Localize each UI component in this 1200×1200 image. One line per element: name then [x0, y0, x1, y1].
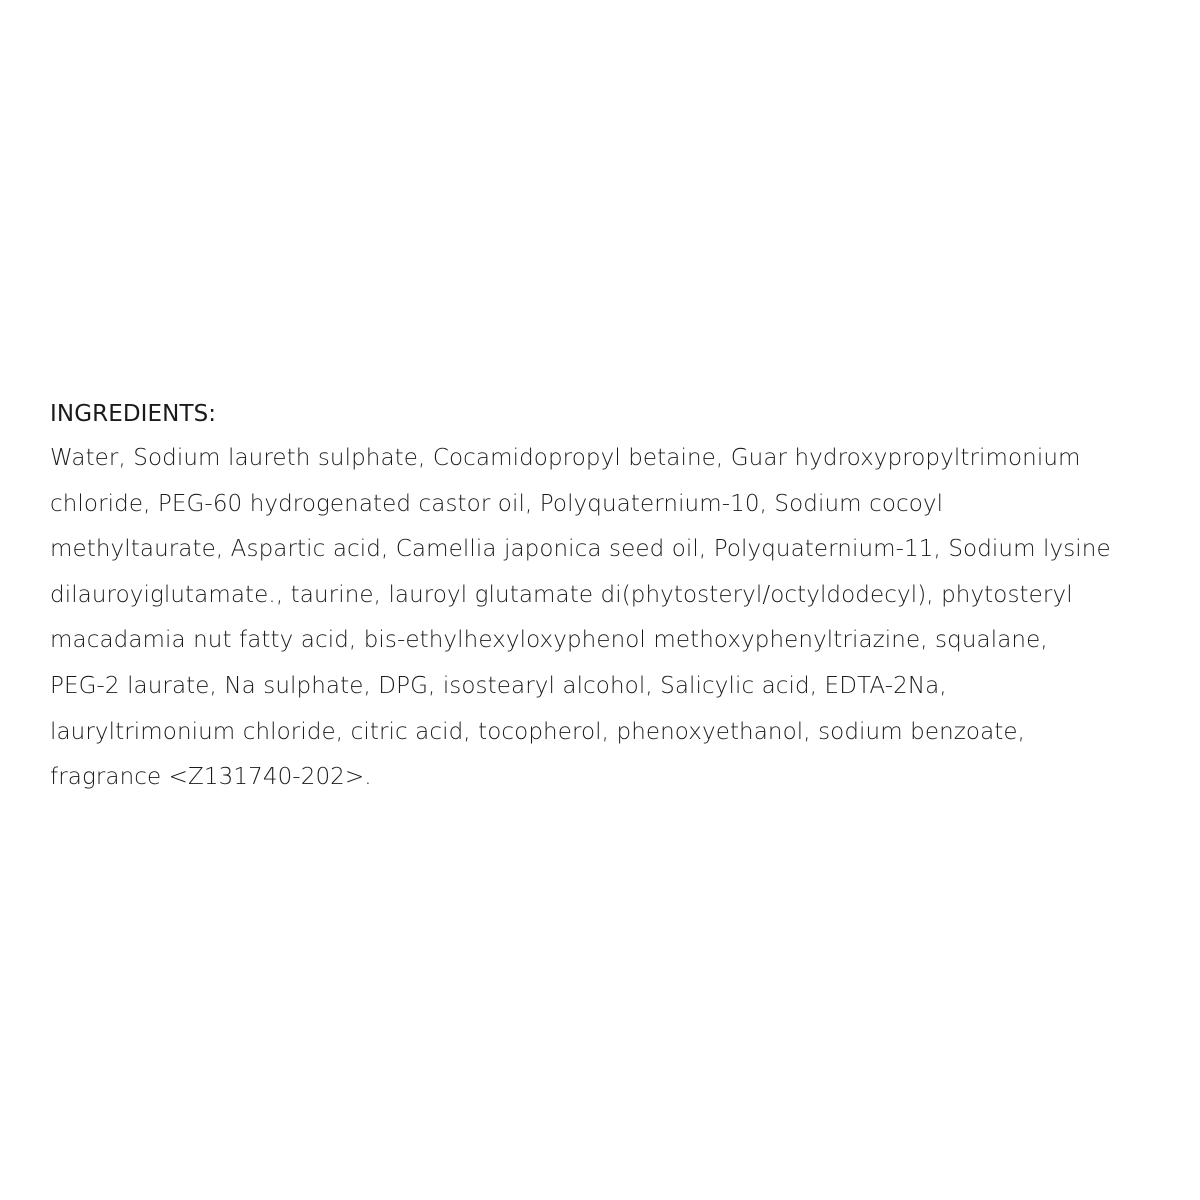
ingredients-line-4: dilauroyiglutamate., taurine, lauroyl glutamate di(phytosteryl/octyldodecyl), phytosteryl — [50, 581, 1073, 608]
ingredients-line-5: macadamia nut fatty acid, bis-ethylhexyloxyphenol methoxyphenyltriazine, squalane, — [50, 627, 1048, 654]
ingredients-section — [50, 396, 1160, 801]
ingredients-line-1: Water, Sodium laureth sulphate, Cocamidopropyl betaine, Guar hydroxypropyltrimonium — [50, 445, 1081, 471]
ingredients-line-3: methyltaurate, Aspartic acid, Camellia japonica seed oil, Polyquaternium-11, Sodium lysine — [50, 536, 1111, 563]
ingredients-line-7: lauryltrimonium chloride, citric acid, tocopherol, phenoxyethanol, sodium benzoate, — [50, 718, 1026, 745]
ingredients-line-2: chloride, PEG-60 hydrogenated castor oil, Polyquaternium-10, Sodium cocoyl — [50, 490, 944, 517]
ingredients-line-6: PEG-2 laurate, Na sulphate, DPG, isostearyl alcohol, Salicylic acid, EDTA-2Na, — [50, 672, 947, 699]
ingredients-heading: INGREDIENTS: — [50, 401, 217, 427]
ingredients-list — [50, 436, 1160, 801]
ingredients-line-8: fragrance <Z131740-202>. — [50, 764, 372, 791]
